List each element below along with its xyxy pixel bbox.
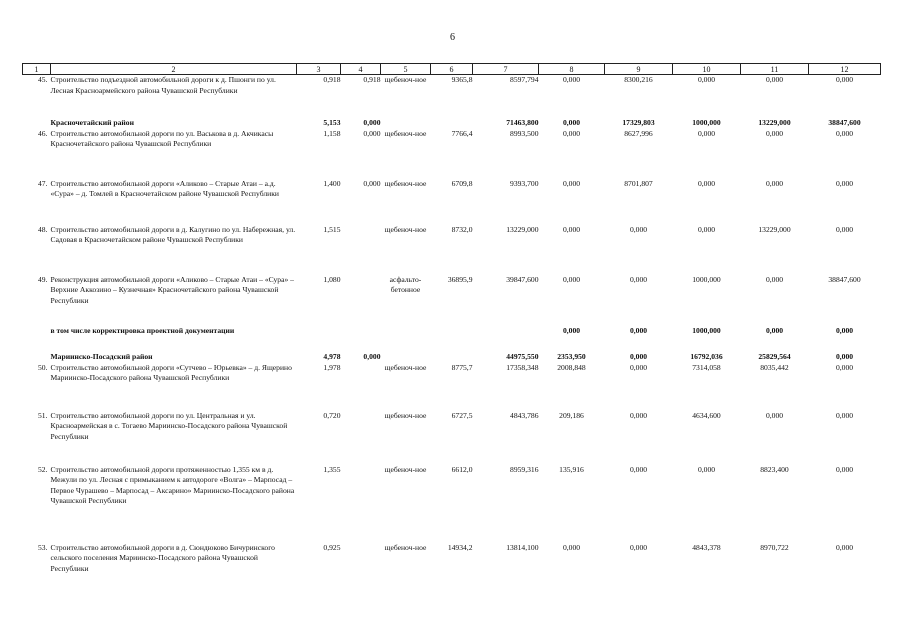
- total-cost: 39847,600: [506, 274, 539, 284]
- row-number: [23, 349, 51, 363]
- value-col-9: 8627,996: [624, 128, 653, 138]
- group-total-row: [23, 323, 881, 349]
- column-header: 3: [297, 64, 341, 75]
- surface-type: щебеноч-ное: [384, 464, 427, 474]
- table-row: [23, 411, 881, 465]
- road-name: Строительство автомобильной дороги по ул. Центральная и ул. Красноармейская в с. Тогаево Мариинско-Посадского района Чувашской Республики: [50, 410, 288, 441]
- value-col-8: 0,000: [562, 75, 581, 84]
- row-number: 50.: [38, 362, 48, 372]
- value-col-12: 0,000: [835, 178, 854, 188]
- value-col-10: 4843,378: [692, 542, 721, 552]
- column-header: 4: [341, 64, 381, 75]
- cost-per-km: 14934,2: [447, 542, 473, 552]
- column-header: 1: [23, 64, 51, 75]
- value-col-12: 0,000: [835, 325, 854, 335]
- road-name: Строительство автомобильной дороги «Сутчево – Юрьевка» – д. Ящерино Мариинско-Посадского района Чувашской Республики: [50, 362, 292, 383]
- value-col-12: 0,000: [835, 75, 854, 84]
- total-cost: 13814,100: [506, 542, 539, 552]
- cost-per-km: 8732,0: [451, 224, 473, 234]
- cost-per-km: [431, 349, 473, 363]
- road-name: Строительство подъездной автомобильной дороги к д. Пшонги по ул. Лесная Красноармейского района Чувашской Республики: [50, 75, 276, 95]
- road-name: Строительство автомобильной дороги протяженностью 1,355 км в д. Межули по ул. Лесная с примыканием к автодороге «Волга» – Марпосад – Первое Чурашево – Марпосад – Аксарино» Мариинско-Посадского района Чувашской Республики: [50, 464, 295, 506]
- value-col-8: 0,000: [562, 542, 581, 552]
- value-col-11: 0,000: [765, 274, 784, 284]
- column-header: 12: [809, 64, 881, 75]
- surface-type: [381, 323, 431, 349]
- cost-per-km: 6612,0: [451, 464, 473, 474]
- commissioned-km: [341, 543, 381, 603]
- commissioned-km: [341, 411, 381, 465]
- value-col-8: 0,000: [562, 178, 581, 188]
- value-col-9: 17329,803: [622, 117, 655, 127]
- surface-type: щебеноч-ное: [384, 410, 427, 420]
- commissioned-km: [341, 275, 381, 323]
- row-number: 52.: [38, 464, 48, 474]
- value-col-8: 2008,848: [557, 362, 586, 372]
- value-col-11: 0,000: [765, 410, 784, 420]
- column-header: 11: [741, 64, 809, 75]
- road-name: Строительство автомобильной дороги в д. Калугино по ул. Набережная, ул. Садовая в Красночетайском районе Чувашской Республики: [50, 224, 296, 245]
- road-name: Строительство автомобильной дороги по ул. Васькова в д. Акчикасы Красночетайского района Чувашской Республики: [50, 128, 274, 149]
- commissioned-km: [341, 225, 381, 275]
- value-col-10: 0,000: [697, 224, 716, 234]
- value-col-11: 0,000: [765, 325, 784, 335]
- total-cost: 8597,794: [510, 75, 539, 84]
- value-col-11: 0,000: [765, 75, 784, 84]
- value-col-11: 0,000: [765, 128, 784, 138]
- value-col-12: 38847,600: [828, 117, 861, 127]
- commissioned-km: [341, 465, 381, 543]
- column-header: 8: [539, 64, 605, 75]
- length-km: 4,978: [323, 351, 341, 361]
- value-col-9: 0,000: [629, 274, 648, 284]
- surface-type: [381, 115, 431, 129]
- group-total-row: [23, 115, 881, 129]
- surface-type: щебеноч-ное: [384, 362, 427, 372]
- length-km: 1,158: [323, 128, 341, 138]
- length-km: 1,400: [323, 178, 341, 188]
- column-header: 5: [381, 64, 431, 75]
- length-km: 1,080: [323, 274, 341, 284]
- value-col-8: 209,186: [559, 410, 584, 420]
- total-cost: [473, 323, 539, 349]
- column-header: 2: [51, 64, 297, 75]
- value-col-9: 0,000: [629, 410, 648, 420]
- length-km: 0,720: [323, 410, 341, 420]
- cost-per-km: 8775,7: [451, 362, 473, 372]
- value-col-11: 8823,400: [760, 464, 789, 474]
- cost-per-km: 6709,8: [451, 178, 473, 188]
- value-col-10: 4634,600: [692, 410, 721, 420]
- table-row: [23, 129, 881, 179]
- total-cost: 8993,500: [510, 128, 539, 138]
- value-col-12: 0,000: [835, 362, 854, 372]
- surface-type: асфальто-бетонное: [389, 274, 422, 295]
- value-col-10: 0,000: [697, 464, 716, 474]
- value-col-9: 8300,216: [624, 75, 653, 84]
- commissioned-km: 0,000: [363, 351, 381, 361]
- length-km: 1,515: [323, 224, 341, 234]
- surface-type: щебеноч-ное: [384, 128, 427, 138]
- row-number: 51.: [38, 410, 48, 420]
- road-name: Строительство автомобильной дороги в д. Сюндюково Бичуринского сельского поселения Мариинско-Посадского района Чувашской Республики: [50, 542, 275, 573]
- column-number-row: [23, 64, 881, 75]
- row-number: 49.: [38, 274, 48, 284]
- value-col-9: 8701,807: [624, 178, 653, 188]
- value-col-8: 0,000: [562, 325, 581, 335]
- value-col-8: 0,000: [562, 224, 581, 234]
- commissioned-km: 0,918: [363, 75, 381, 84]
- value-col-12: 0,000: [835, 464, 854, 474]
- row-number: 53.: [38, 542, 48, 552]
- length-km: 0,918: [323, 75, 341, 84]
- value-col-11: 8970,722: [760, 542, 789, 552]
- row-number: [23, 115, 51, 129]
- value-col-12: 0,000: [835, 224, 854, 234]
- table-row: [23, 225, 881, 275]
- commissioned-km: [341, 363, 381, 411]
- value-col-9: 0,000: [629, 351, 648, 361]
- value-col-8: 0,000: [562, 128, 581, 138]
- value-col-9: 0,000: [629, 464, 648, 474]
- value-col-10: 1000,000: [692, 274, 721, 284]
- value-col-11: 8035,442: [760, 362, 789, 372]
- cost-per-km: 6727,5: [451, 410, 473, 420]
- value-col-9: 0,000: [629, 542, 648, 552]
- column-header: 10: [673, 64, 741, 75]
- table-row: [23, 465, 881, 543]
- total-cost: 44975,550: [506, 351, 539, 361]
- value-col-8: 0,000: [562, 274, 581, 284]
- column-header: 9: [605, 64, 673, 75]
- road-name: Реконструкция автомобильной дороги «Аликово – Старые Атаи – «Сура» – Верхние Аккозино – Кузнечная» Красночетайского района Чувашской Республики: [50, 274, 294, 305]
- total-cost: 17358,348: [506, 362, 539, 372]
- surface-type: щебеноч-ное: [384, 75, 427, 84]
- commissioned-km: 0,000: [363, 117, 381, 127]
- value-col-11: 13229,000: [758, 224, 791, 234]
- value-col-8: 2353,950: [557, 351, 586, 361]
- value-col-11: 25829,564: [758, 351, 791, 361]
- value-col-12: 0,000: [835, 410, 854, 420]
- value-col-8: 0,000: [562, 117, 581, 127]
- table-row: [23, 543, 881, 603]
- table-row: [23, 75, 881, 115]
- value-col-11: 13229,000: [758, 117, 791, 127]
- commissioned-km: 0,000: [363, 178, 381, 188]
- cost-per-km: [431, 115, 473, 129]
- length-km: 1,978: [323, 362, 341, 372]
- commissioned-km: [341, 323, 381, 349]
- total-cost: 4843,786: [510, 410, 539, 420]
- length-km: 0,925: [323, 542, 341, 552]
- column-header: 6: [431, 64, 473, 75]
- value-col-10: 0,000: [697, 178, 716, 188]
- length-km: 5,153: [323, 117, 341, 127]
- road-name: Красночетайский район: [50, 117, 134, 127]
- surface-type: [381, 349, 431, 363]
- group-total-row: [23, 349, 881, 363]
- table-row: [23, 363, 881, 411]
- value-col-10: 0,000: [697, 128, 716, 138]
- value-col-12: 38847,600: [828, 274, 861, 284]
- row-number: 48.: [38, 224, 48, 234]
- value-col-10: 1000,000: [692, 117, 721, 127]
- table-row: [23, 179, 881, 225]
- value-col-10: 1000,000: [692, 325, 721, 335]
- row-number: 46.: [38, 128, 48, 138]
- value-col-9: 0,000: [629, 224, 648, 234]
- cost-per-km: [431, 323, 473, 349]
- value-col-12: 0,000: [835, 542, 854, 552]
- road-name: Строительство автомобильной дороги «Аликово – Старые Атаи – а.д. «Сура» – д. Томлей в Красночетайском районе Чувашской Республики: [50, 178, 279, 199]
- row-number: [23, 323, 51, 349]
- value-col-10: 7314,058: [692, 362, 721, 372]
- surface-type: щебеноч-ное: [384, 542, 427, 552]
- total-cost: 8959,316: [510, 464, 539, 474]
- surface-type: щебеноч-ное: [384, 224, 427, 234]
- column-header: 7: [473, 64, 539, 75]
- total-cost: 13229,000: [506, 224, 539, 234]
- surface-type: щебеноч-ное: [384, 178, 427, 188]
- commissioned-km: 0,000: [363, 128, 381, 138]
- total-cost: 9393,700: [510, 178, 539, 188]
- cost-per-km: 36895,9: [447, 274, 473, 284]
- value-col-11: 0,000: [765, 178, 784, 188]
- length-km: [297, 323, 341, 349]
- page-number: 6: [450, 32, 455, 43]
- value-col-12: 0,000: [835, 128, 854, 138]
- row-number: 45.: [38, 75, 48, 84]
- value-col-10: 16792,036: [690, 351, 723, 361]
- value-col-9: 0,000: [629, 362, 648, 372]
- length-km: 1,355: [323, 464, 341, 474]
- road-name: в том числе корректировка проектной документации: [50, 325, 235, 335]
- value-col-8: 135,916: [559, 464, 584, 474]
- road-name: Мариинско-Посадский район: [50, 351, 153, 361]
- row-number: 47.: [38, 178, 48, 188]
- value-col-12: 0,000: [835, 351, 854, 361]
- table-row: [23, 275, 881, 323]
- cost-per-km: 7766,4: [451, 128, 473, 138]
- cost-per-km: 9365,8: [451, 75, 473, 84]
- total-cost: 71463,800: [506, 117, 539, 127]
- value-col-10: 0,000: [697, 75, 716, 84]
- road-construction-table: [22, 63, 881, 603]
- value-col-9: 0,000: [629, 325, 648, 335]
